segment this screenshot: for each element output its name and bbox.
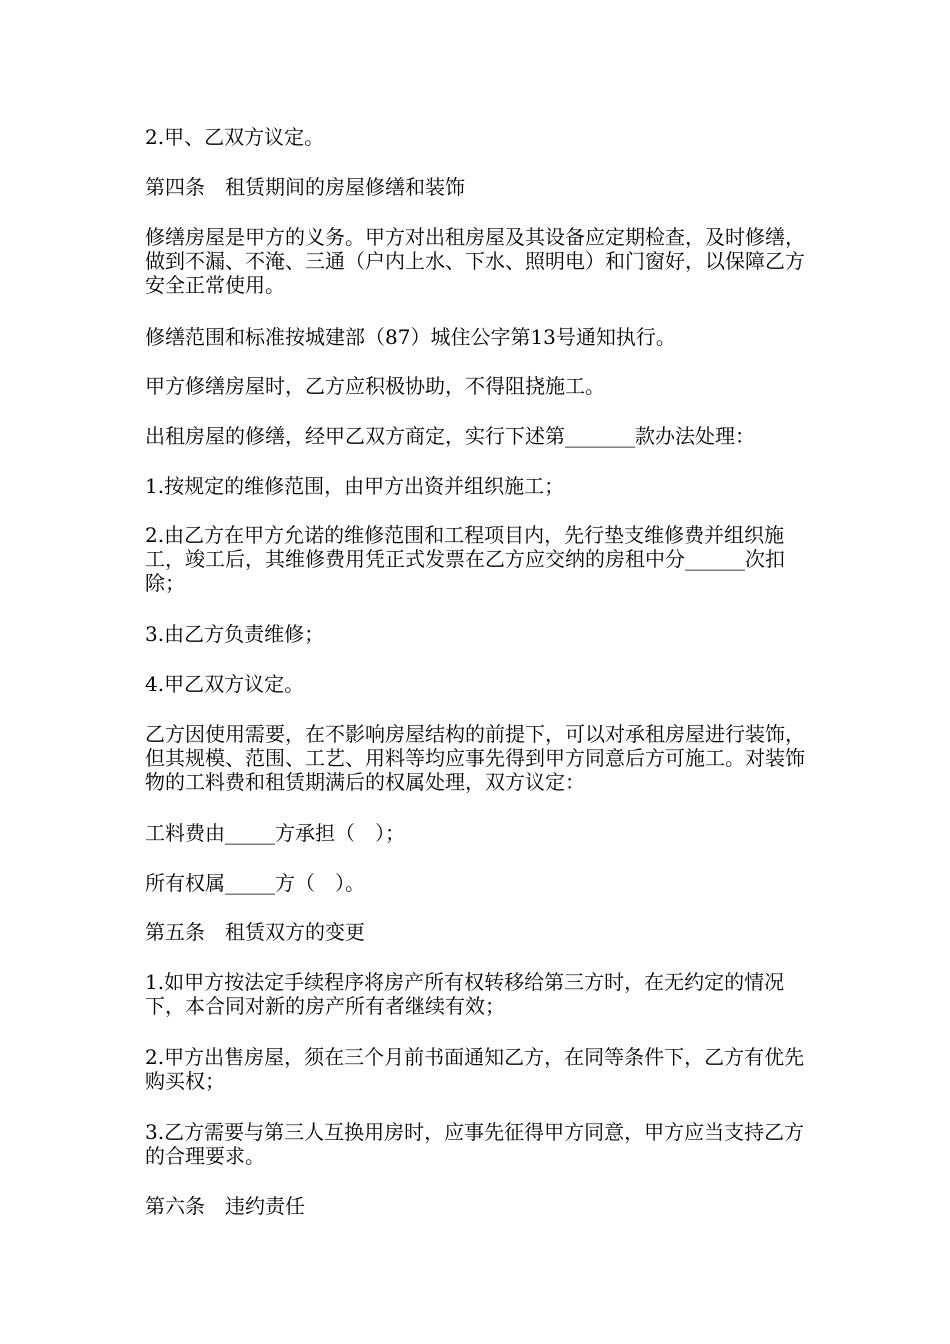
- clause-item-2-mutual: 2.甲、乙双方议定。: [145, 125, 325, 149]
- change-item-2: 2.甲方出售房屋，须在三个月前书面通知乙方，在同等条件下，乙方有优先购买权；: [145, 1045, 805, 1093]
- decoration-paragraph: 乙方因使用需要，在不影响房屋结构的前提下，可以对承租房屋进行装饰，但其规模、范围、工艺、用料等均应事先得到甲方同意后方可施工。对装饰物的工料费和租赁期满后的权属处理，双方议定：: [145, 722, 805, 794]
- repair-option-4: 4.甲乙双方议定。: [145, 672, 305, 696]
- repair-cooperation-paragraph: 甲方修缮房屋时，乙方应积极协助，不得阻挠施工。: [145, 374, 605, 398]
- material-cost-line: 工料费由_____方承担（ ）；: [145, 821, 405, 845]
- article-5-heading: 第五条 租赁双方的变更: [145, 920, 365, 944]
- repair-option-3: 3.由乙方负责维修；: [145, 622, 325, 646]
- repair-option-2: 2.由乙方在甲方允诺的维修范围和工程项目内，先行垫支维修费并组织施工，竣工后，其维修费用凭正式发票在乙方应交纳的房租中分______次扣除；: [145, 523, 785, 595]
- ownership-line: 所有权属_____方（ ）。: [145, 871, 365, 895]
- repair-standard-paragraph: 修缮范围和标准按城建部（87）城住公字第13号通知执行。: [145, 325, 676, 349]
- change-item-3: 3.乙方需要与第三人互换用房时，应事先征得甲方同意，甲方应当支持乙方的合理要求。: [145, 1120, 805, 1168]
- repair-option-1: 1.按规定的维修范围，由甲方出资并组织施工；: [145, 474, 565, 498]
- article-6-heading: 第六条 违约责任: [145, 1194, 305, 1218]
- repair-obligation-paragraph: 修缮房屋是甲方的义务。甲方对出租房屋及其设备应定期检查，及时修缮，做到不漏、不淹、三通（户内上水、下水、照明电）和门窗好，以保障乙方安全正常使用。: [145, 225, 805, 297]
- change-item-1: 1.如甲方按法定手续程序将房产所有权转移给第三方时，在无约定的情况下，本合同对新的房产所有者继续有效；: [145, 970, 785, 1018]
- article-4-heading: 第四条 租赁期间的房屋修缮和装饰: [145, 175, 465, 199]
- repair-method-paragraph: 出租房屋的修缮，经甲乙双方商定，实行下述第_______款办法处理：: [145, 424, 755, 448]
